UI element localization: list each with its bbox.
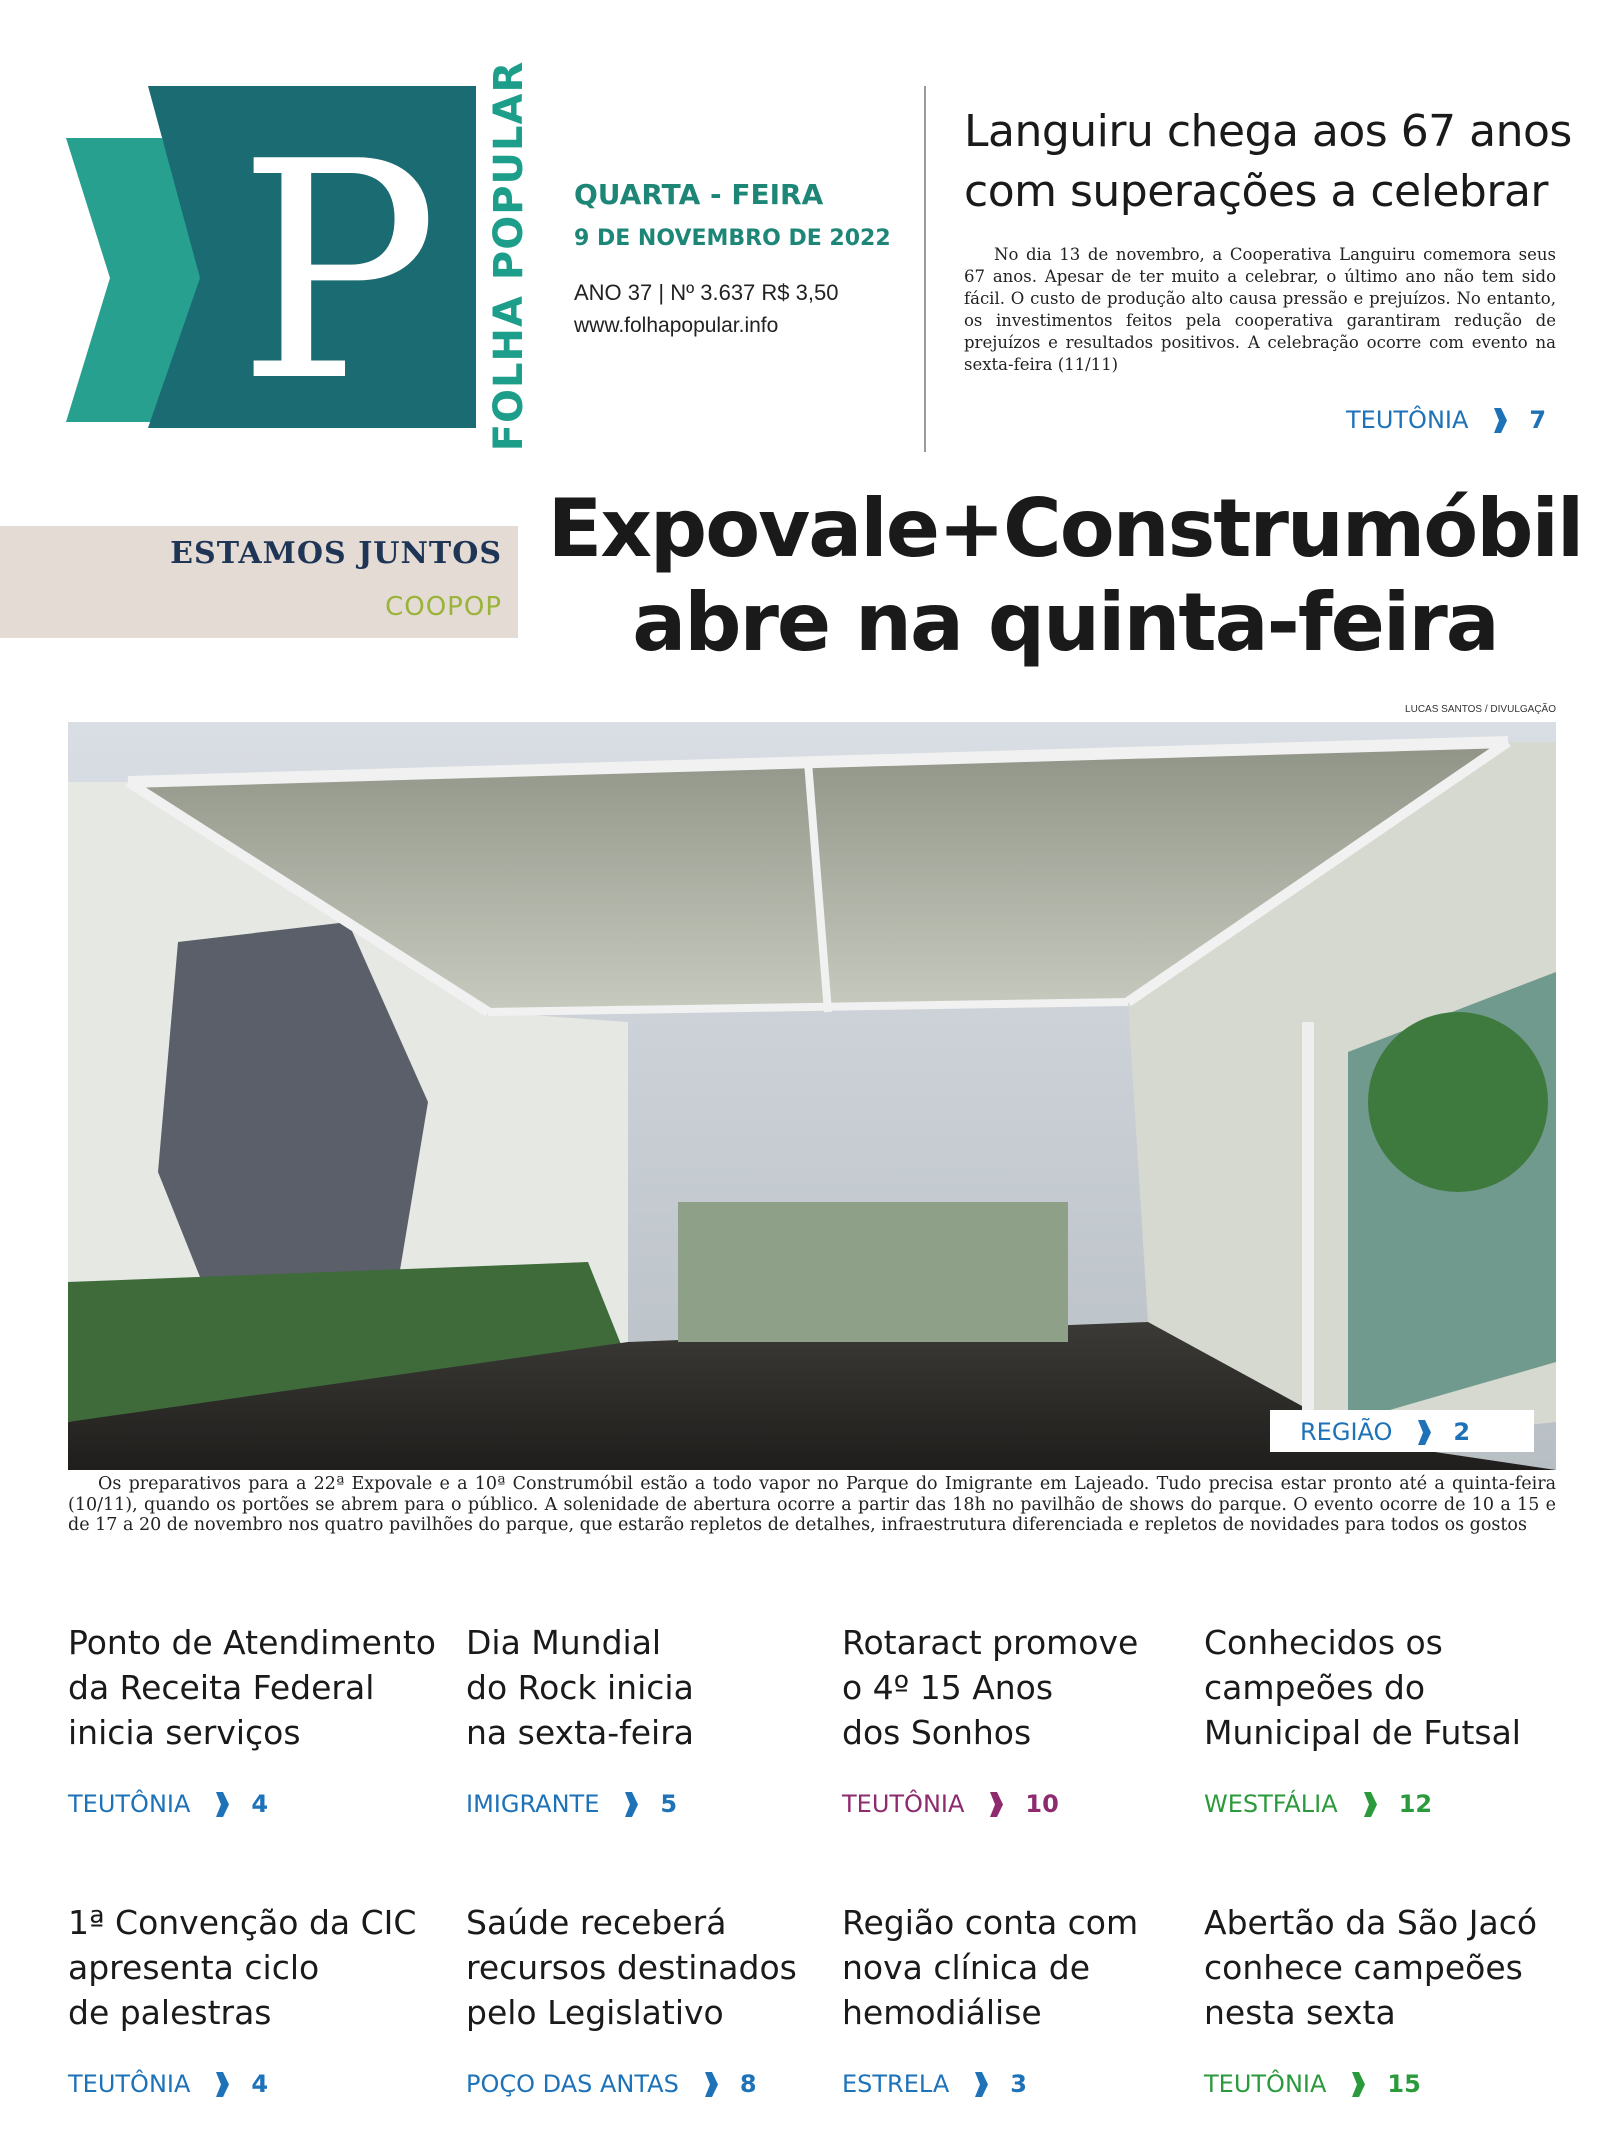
logo-letter: P	[237, 98, 439, 428]
story-headline-line: Rotaract promove	[842, 1623, 1139, 1662]
story-headline-line: Municipal de Futsal	[1204, 1713, 1521, 1752]
story-headline-line: dos Sonhos	[842, 1713, 1032, 1752]
page-number: 3	[1010, 2070, 1027, 2098]
story-headline-line: da Receita Federal	[68, 1668, 375, 1707]
story-headline[interactable]	[466, 1620, 694, 1755]
story-headline-line: pelo Legislativo	[466, 1993, 724, 2032]
main-headline[interactable]	[540, 482, 1590, 670]
story-headline-line: inicia serviços	[68, 1713, 301, 1752]
top-story-headline[interactable]	[964, 102, 1574, 222]
section-label: IMIGRANTE	[466, 1790, 600, 1818]
tunnel-opening	[678, 1202, 1068, 1342]
chevron-right-icon	[1364, 1792, 1377, 1817]
story-page-ref[interactable]	[466, 1790, 677, 1818]
story-headline-line: nesta sexta	[1204, 1993, 1396, 2032]
page-number: 2	[1453, 1418, 1471, 1446]
issue-date: 9 DE NOVEMBRO DE 2022	[574, 226, 891, 251]
brand-name: FOLHA POPULAR	[486, 60, 532, 452]
story-headline-line: conhece campeões	[1204, 1948, 1523, 1987]
story-page-ref[interactable]	[1204, 2070, 1421, 2098]
story-headline[interactable]	[68, 1620, 436, 1755]
photo-credit: LUCAS SANTOS / DIVULGAÇÃO	[1405, 704, 1556, 715]
story-headline-line: Conhecidos os	[1204, 1623, 1443, 1662]
page-number: 8	[739, 2070, 757, 2098]
story-page-ref[interactable]	[1204, 1790, 1432, 1818]
photo-page-ref[interactable]	[1300, 1418, 1470, 1446]
page-number: 7	[1529, 406, 1547, 434]
page-number: 10	[1025, 1790, 1059, 1818]
main-headline-line: abre na quinta-feira	[632, 576, 1498, 669]
story-headline-line: Região conta com	[842, 1903, 1139, 1942]
story-headline-line: hemodiálise	[842, 1993, 1042, 2032]
chevron-right-icon	[990, 1792, 1003, 1817]
page-number: 5	[660, 1790, 678, 1818]
issue-weekday: QUARTA - FEIRA	[574, 178, 824, 211]
story-page-ref[interactable]	[68, 2070, 268, 2098]
ad-title: ESTAMOS JUNTOS	[170, 536, 502, 571]
top-story-headline-line: com superações a celebrar	[964, 166, 1548, 217]
top-story-page-ref[interactable]	[1346, 406, 1546, 434]
page-number: 4	[251, 2070, 269, 2098]
chevron-right-icon	[216, 2072, 229, 2097]
story-headline[interactable]	[842, 1620, 1138, 1755]
story-page-ref[interactable]	[68, 1790, 268, 1818]
story-headline-line: recursos destinados	[466, 1948, 797, 1987]
story-page-ref[interactable]	[842, 1790, 1059, 1818]
chevron-right-icon	[705, 2072, 718, 2097]
top-story-headline-line: Languiru chega aos 67 anos	[964, 106, 1572, 157]
story-headline[interactable]	[1204, 1620, 1521, 1755]
chevron-right-icon	[625, 1792, 638, 1817]
mural-tree	[1368, 1012, 1548, 1192]
story-headline[interactable]	[842, 1900, 1138, 2035]
main-headline-line: Expovale+Construmóbil	[547, 482, 1583, 575]
chevron-right-icon	[216, 1792, 229, 1817]
section-label: WESTFÁLIA	[1204, 1790, 1338, 1818]
story-headline-line: o 4º 15 Anos	[842, 1668, 1054, 1707]
story-headline-line: do Rock inicia	[466, 1668, 694, 1707]
top-story-body: No dia 13 de novembro, a Cooperativa Languiru comemora seus 67 anos. Apesar de ter muito a celebrar, o último ano não tem sido fácil. O custo de produção alto causa pressão e prejuízos. No entanto, os investimentos feitos pela cooperativa garantiram redução de prejuízos e resultados positivos. A celebração ocorre com evento na sexta-feira (11/11)	[964, 245, 1556, 374]
story-headline-line: nova clínica de	[842, 1948, 1091, 1987]
photo-caption: Os preparativos para a 22ª Expovale e a 10ª Construmóbil estão a todo vapor no Parque do Imigrante em Lajeado. Tudo precisa estar pronto até a quinta-feira (10/11), quando os portões se abrem para o público. A solenidade de abertura ocorre a partir das 18h no pavilhão de shows do parque. O evento ocorre de 10 a 15 e de 17 a 20 de novembro nos quatro pavilhões do parque, que estarão repletos de detalhes, infraestrutura diferenciada e repletos de novidades para todos os gostos	[68, 1474, 1556, 1535]
story-headline-line: 1ª Convenção da CIC	[68, 1903, 417, 1942]
ad-sponsor-logo: COOPOP	[385, 592, 502, 622]
story-headline-line: Ponto de Atendimento	[68, 1623, 436, 1662]
section-label: TEUTÔNIA	[1346, 406, 1469, 434]
section-label: TEUTÔNIA	[842, 1790, 965, 1818]
newspaper-logo[interactable]	[66, 86, 486, 428]
story-headline[interactable]	[68, 1900, 416, 2035]
section-label: TEUTÔNIA	[68, 1790, 191, 1818]
story-headline-line: na sexta-feira	[466, 1713, 695, 1752]
story-headline-line: campeões do	[1204, 1668, 1426, 1707]
section-label: REGIÃO	[1300, 1418, 1393, 1446]
main-photo[interactable]	[68, 722, 1556, 1470]
section-label: TEUTÔNIA	[68, 2070, 191, 2098]
chevron-right-icon	[1418, 1420, 1431, 1445]
column-divider	[924, 86, 926, 452]
section-label: POÇO DAS ANTAS	[466, 2070, 679, 2098]
page-number: 15	[1387, 2070, 1421, 2098]
section-label: ESTRELA	[842, 2070, 950, 2098]
story-headline-line: de palestras	[68, 1993, 272, 2032]
story-headline[interactable]	[1204, 1900, 1537, 2035]
issue-number-price: ANO 37 | Nº 3.637 R$ 3,50	[574, 280, 839, 305]
brand-name-vertical	[480, 60, 538, 452]
chevron-right-icon	[1494, 408, 1507, 433]
story-headline-line: Saúde receberá	[466, 1903, 727, 1942]
page-number: 4	[251, 1790, 269, 1818]
story-headline[interactable]	[466, 1900, 797, 2035]
story-headline-line: Abertão da São Jacó	[1204, 1903, 1538, 1942]
story-headline-line: Dia Mundial	[466, 1623, 662, 1662]
story-page-ref[interactable]	[842, 2070, 1027, 2098]
page-number: 12	[1398, 1790, 1433, 1818]
section-label: TEUTÔNIA	[1204, 2070, 1327, 2098]
story-headline-line: apresenta ciclo	[68, 1948, 320, 1987]
chevron-right-icon	[1352, 2072, 1365, 2097]
story-page-ref[interactable]	[466, 2070, 757, 2098]
website-link[interactable]: www.folhapopular.info	[574, 314, 779, 337]
chevron-right-icon	[975, 2072, 988, 2097]
